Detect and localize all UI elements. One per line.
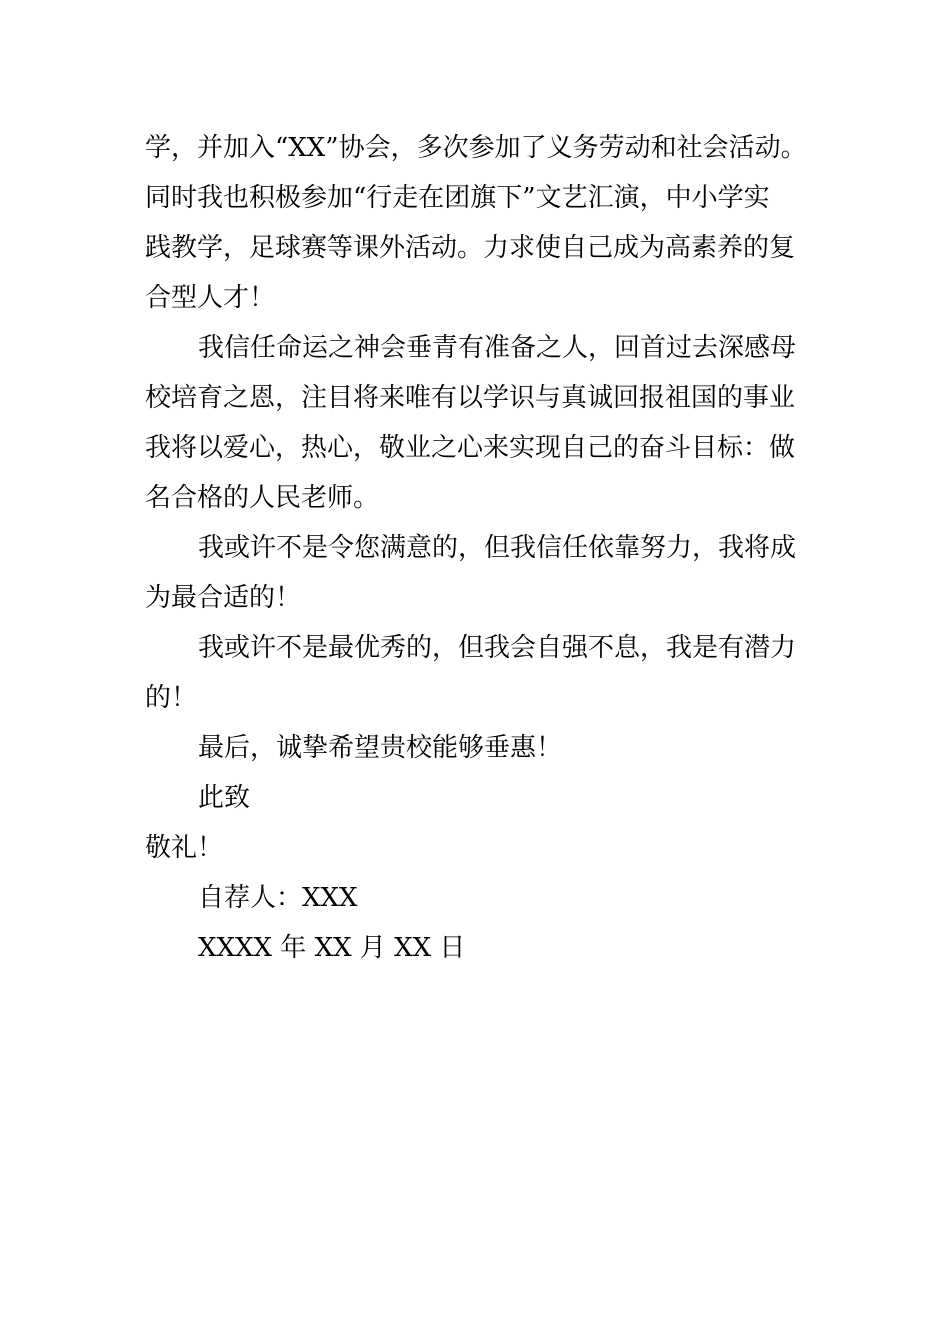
- paragraph-effort: [145, 523, 835, 623]
- document-body: [145, 123, 835, 973]
- text-line: 学，并加入“XX”协会，多次参加了义务劳动和社会活动。: [145, 133, 807, 163]
- text-line: 最后，诚挚希望贵校能够垂惠！: [198, 733, 563, 763]
- signature: 自荐人：XXX: [198, 883, 358, 913]
- text-line: 同时我也积极参加“行走在团旗下”文艺汇演，中小学实: [145, 183, 770, 213]
- text-line: 我信任命运之神会垂青有准备之人，回首过去深感母: [198, 333, 797, 363]
- text-line: 名合格的人民老师。: [145, 483, 380, 513]
- text-line: 合型人才！: [145, 283, 276, 313]
- text-line: 我将以爱心，热心，敬业之心来实现自己的奋斗目标：做: [145, 433, 796, 463]
- text-line: 为最合适的！: [145, 583, 302, 613]
- text-line: 践教学，足球赛等课外活动。力求使自己成为高素养的复: [145, 233, 796, 263]
- text-line: 的！: [145, 683, 198, 713]
- text-line: 我或许不是令您满意的，但我信任依靠努力，我将成: [198, 533, 797, 563]
- date: XXXX 年 XX 月 XX 日: [198, 933, 466, 963]
- paragraph-gratitude: [145, 323, 835, 523]
- paragraph-activities: [145, 123, 835, 323]
- paragraph-potential: [145, 623, 835, 723]
- text-line: 我或许不是最优秀的，但我会自强不息，我是有潜力: [198, 633, 797, 663]
- salutation: 敬礼！: [145, 833, 224, 863]
- paragraph-final-wish: [145, 723, 835, 773]
- text-line: 校培育之恩，注目将来唯有以学识与真诚回报祖国的事业: [145, 383, 796, 413]
- closing-phrase: 此致: [198, 783, 251, 813]
